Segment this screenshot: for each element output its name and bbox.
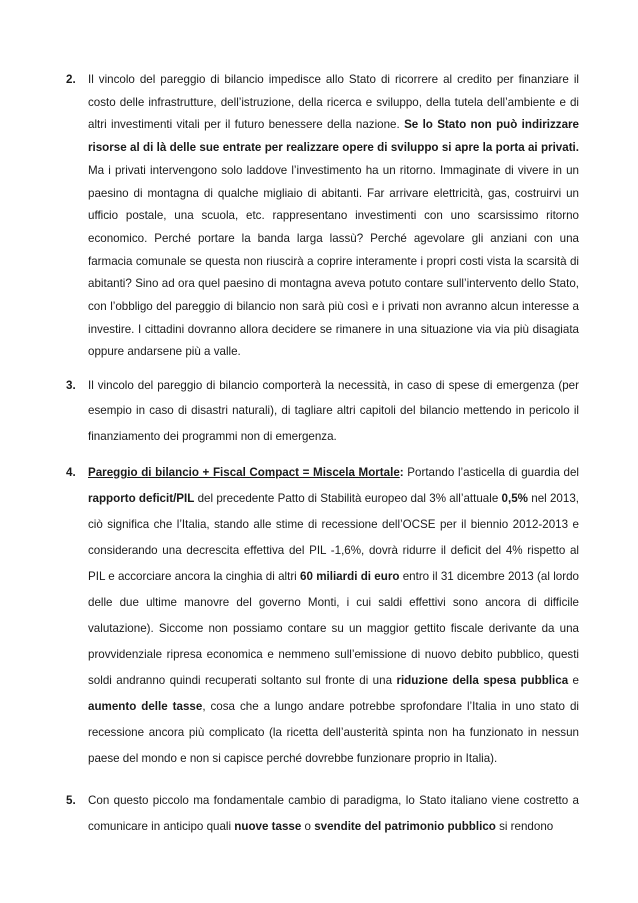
item-text: Pareggio di bilancio + Fiscal Compact = Miscela Mortale: Portando l’asticella di guardia del rapporto deficit/PIL del precedente Patto di Stabilità europeo dal 3% all’attuale 0,5% nel 2013, ciò significa che l’Italia, stando alle stime di recessione dell’OCSE per il biennio 2012-2013 e considerando una decrescita effettiva del PIL -1,6%, dovrà ridurre il deficit del 4% rispetto al PIL e accorciare ancora la cinghia di altri 60 miliardi di euro entro il 31 dicembre 2013 (al lordo delle due ultime manovre del governo Monti, i cui saldi effettivi sono ancora di difficile valutazione). Siccome non possiamo contare su un maggior gettito fiscale derivante da una provvidenziale ripresa economica e nemmeno sull’emissione di nuovo debito pubblico, questi soldi andranno quindi recuperati soltanto sul fronte di una riduzione della spesa pubblica e aumento delle tasse, cosa che a lungo andare potrebbe sprofondare l’Italia in uno stato di recessione ancora più complicato (la ricetta dell’austerità spinta non ha funzionato in nessun paese del mondo e non si capisce perché dovrebbe funzionare proprio in Italia). — [88, 466, 579, 765]
list-item-2 — [66, 69, 579, 364]
item-number: 2. — [66, 73, 76, 86]
item-number: 4. — [66, 466, 76, 479]
underlined-heading: Pareggio di bilancio + Fiscal Compact = Miscela Mortale — [88, 466, 400, 479]
item-number: 3. — [66, 379, 76, 392]
list-item-3 — [66, 373, 579, 449]
list-item-5 — [66, 788, 579, 840]
list-item-4 — [66, 460, 579, 772]
item-number: 5. — [66, 794, 76, 807]
item-text: Con questo piccolo ma fondamentale cambio di paradigma, lo Stato italiano viene costretto a comunicare in anticipo quali nuove tasse o svendite del patrimonio pubblico si rendono — [88, 794, 579, 833]
item-text: Il vincolo del pareggio di bilancio impedisce allo Stato di ricorrere al credito per finanziare il costo delle infrastrutture, dell’istruzione, della ricerca e sviluppo, della tutela dell’ambiente e di altri investimenti vitali per il futuro benessere della nazione. Se lo Stato non può indirizzare risorse al di là delle sue entrate per realizzare opere di sviluppo si apre la porta ai privati. Ma i privati intervengono solo laddove l’investimento ha un ritorno. Immaginate di vivere in un paesino di montagna di qualche migliaio di abitanti. Far arrivare elettricità, gas, costruirvi un ufficio postale, una scuola, etc. rappresentano investimenti con uno scarsissimo ritorno economico. Perché portare la banda larga lassù? Perché agevolare gli anziani con una farmacia comunale se questa non riuscirà a coprire interamente i propri costi vista la scarsità di abitanti? Sino ad ora quel paesino di montagna aveva potuto contare sull’intervento dello Stato, con l’obbligo del pareggio di bilancio non sarà più così e i privati non avranno alcun interesse a investire. I cittadini dovranno allora decidere se rimanere in una situazione via via più disagiata oppure andarsene più a valle. — [88, 73, 579, 359]
item-text: Il vincolo del pareggio di bilancio comporterà la necessità, in caso di spese di emergenza (per esempio in caso di disastri naturali), di tagliare altri capitoli del bilancio mettendo in pericolo il finanziamento dei programmi non di emergenza. — [88, 379, 579, 443]
bold-text: Se lo Stato non può indirizzare risorse al di là delle sue entrate per realizzare opere di sviluppo si apre la porta ai privati. — [88, 118, 579, 155]
